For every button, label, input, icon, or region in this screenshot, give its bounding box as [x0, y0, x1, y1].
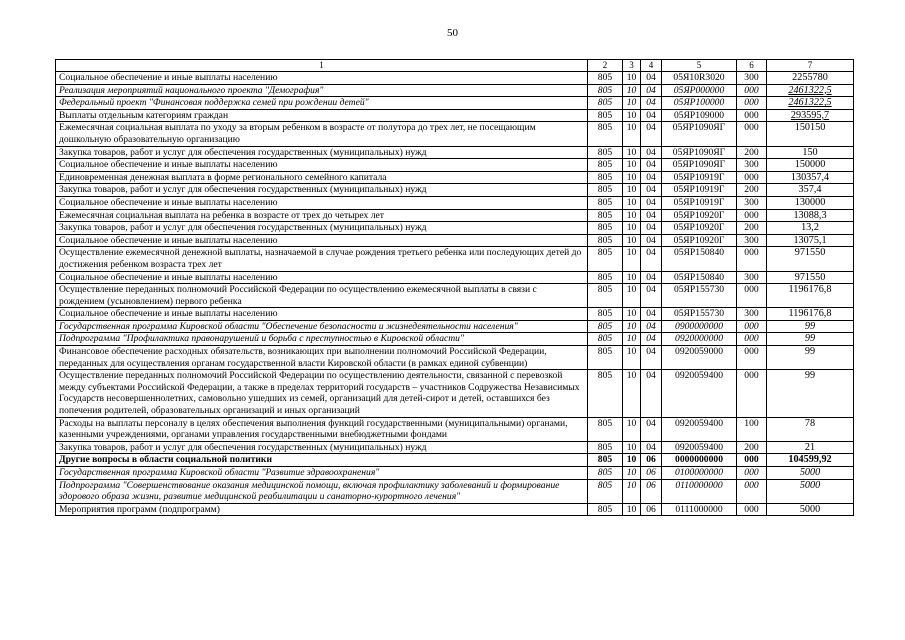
row-section-cell: 10: [623, 234, 641, 247]
row-amount-cell: 13,2: [767, 222, 854, 235]
row-target-code-cell: 0920059400: [662, 441, 737, 454]
row-target-code-cell: 05ЯР10920Г: [662, 209, 737, 222]
row-name-cell: Социальное обеспечение и иные выплаты населению: [56, 271, 588, 284]
row-subsection-cell: 04: [641, 196, 662, 209]
table-row: [56, 159, 854, 172]
row-amount-cell: 21: [767, 441, 854, 454]
table-row: [56, 109, 854, 122]
row-ved-cell: 805: [588, 222, 623, 235]
row-ved-cell: 805: [588, 370, 623, 417]
row-target-code-cell: 05ЯР1090ЯГ: [662, 146, 737, 159]
row-target-code-cell: 05ЯР10919Г: [662, 196, 737, 209]
row-subsection-cell: 04: [641, 159, 662, 172]
row-amount-cell: 5000: [767, 467, 854, 480]
row-expense-type-cell: 000: [737, 247, 767, 271]
row-section-cell: 10: [623, 308, 641, 321]
row-amount-cell: 99: [767, 333, 854, 346]
row-amount-cell: 5000: [767, 503, 854, 516]
table-row: [56, 184, 854, 197]
row-amount-cell: 150150: [767, 122, 854, 146]
row-target-code-cell: 0920059400: [662, 370, 737, 417]
row-expense-type-cell: 300: [737, 72, 767, 85]
table-row: [56, 346, 854, 370]
row-amount-cell: 2461322,5: [767, 84, 854, 97]
row-ved-cell: 805: [588, 417, 623, 441]
row-expense-type-cell: 200: [737, 222, 767, 235]
table-row: [56, 308, 854, 321]
table-row: [56, 503, 854, 516]
row-name-cell: Социальное обеспечение и иные выплаты населению: [56, 72, 588, 85]
row-subsection-cell: 04: [641, 308, 662, 321]
table-row: [56, 97, 854, 110]
row-ved-cell: 805: [588, 184, 623, 197]
row-expense-type-cell: 000: [737, 109, 767, 122]
row-section-cell: 10: [623, 209, 641, 222]
header-cell: 3: [623, 60, 641, 72]
row-expense-type-cell: 000: [737, 503, 767, 516]
row-name-cell: Мероприятия программ (подпрограмм): [56, 503, 588, 516]
row-name-cell: Подпрограмма "Профилактика правонарушений и борьба с преступностью в Кировской области": [56, 333, 588, 346]
row-amount-cell: 293595,7: [767, 109, 854, 122]
table-row: [56, 479, 854, 503]
row-amount-cell: 5000: [767, 479, 854, 503]
row-expense-type-cell: 300: [737, 308, 767, 321]
row-amount-cell: 99: [767, 320, 854, 333]
row-target-code-cell: 05Я10R3020: [662, 72, 737, 85]
row-ved-cell: 805: [588, 122, 623, 146]
row-target-code-cell: 05ЯР1090ЯГ: [662, 159, 737, 172]
row-subsection-cell: 04: [641, 84, 662, 97]
row-ved-cell: 805: [588, 454, 623, 467]
table-row: [56, 122, 854, 146]
header-cell: 2: [588, 60, 623, 72]
row-expense-type-cell: 000: [737, 171, 767, 184]
row-section-cell: 10: [623, 370, 641, 417]
row-name-cell: Реализация мероприятий национального проекта "Демография": [56, 84, 588, 97]
row-target-code-cell: 05ЯР000000: [662, 84, 737, 97]
row-section-cell: 10: [623, 196, 641, 209]
row-section-cell: 10: [623, 333, 641, 346]
table-row: [56, 247, 854, 271]
row-expense-type-cell: 000: [737, 284, 767, 308]
row-subsection-cell: 04: [641, 209, 662, 222]
row-ved-cell: 805: [588, 97, 623, 110]
row-section-cell: 10: [623, 346, 641, 370]
row-subsection-cell: 06: [641, 503, 662, 516]
row-subsection-cell: 04: [641, 284, 662, 308]
budget-table: [55, 59, 854, 516]
row-target-code-cell: 05ЯР150840: [662, 247, 737, 271]
row-expense-type-cell: 000: [737, 479, 767, 503]
table-row: [56, 196, 854, 209]
table-row: [56, 284, 854, 308]
row-ved-cell: 805: [588, 308, 623, 321]
row-subsection-cell: 04: [641, 271, 662, 284]
row-section-cell: 10: [623, 467, 641, 480]
row-amount-cell: 971550: [767, 271, 854, 284]
row-ved-cell: 805: [588, 196, 623, 209]
row-amount-cell: 78: [767, 417, 854, 441]
row-name-cell: Государственная программа Кировской области "Развитие здравоохранения": [56, 467, 588, 480]
row-subsection-cell: 04: [641, 370, 662, 417]
row-subsection-cell: 06: [641, 454, 662, 467]
row-amount-cell: 130000: [767, 196, 854, 209]
row-ved-cell: 805: [588, 109, 623, 122]
row-expense-type-cell: 000: [737, 122, 767, 146]
table-row: [56, 72, 854, 85]
table-row: [56, 417, 854, 441]
row-section-cell: 10: [623, 454, 641, 467]
header-cell: 7: [767, 60, 854, 72]
row-subsection-cell: 06: [641, 467, 662, 480]
table-row: [56, 467, 854, 480]
row-name-cell: Осуществление переданных полномочий Российской Федерации по осуществлению ежемесячной выплаты в связи с рождением (усыновлением) первого ребенка: [56, 284, 588, 308]
row-name-cell: Социальное обеспечение и иные выплаты населению: [56, 234, 588, 247]
row-section-cell: 10: [623, 271, 641, 284]
row-subsection-cell: 04: [641, 146, 662, 159]
row-expense-type-cell: 000: [737, 454, 767, 467]
row-subsection-cell: 04: [641, 234, 662, 247]
row-amount-cell: 1196176,8: [767, 308, 854, 321]
table-row: [56, 370, 854, 417]
header-cell: 6: [737, 60, 767, 72]
row-ved-cell: 805: [588, 159, 623, 172]
row-target-code-cell: 05ЯР10920Г: [662, 234, 737, 247]
row-amount-cell: 13075,1: [767, 234, 854, 247]
row-name-cell: Финансовое обеспечение расходных обязательств, возникающих при выполнении полномочий Российской Федерации, переданных для осуществления органам государственной власти Кировской области (в рамках единой субвенции): [56, 346, 588, 370]
row-target-code-cell: 05ЯР10919Г: [662, 171, 737, 184]
table-row: [56, 146, 854, 159]
page-number: 50: [447, 27, 458, 39]
table-row: [56, 84, 854, 97]
row-expense-type-cell: 300: [737, 196, 767, 209]
row-target-code-cell: 0920059000: [662, 346, 737, 370]
row-subsection-cell: 04: [641, 441, 662, 454]
row-amount-cell: 130357,4: [767, 171, 854, 184]
row-subsection-cell: 04: [641, 346, 662, 370]
row-ved-cell: 805: [588, 146, 623, 159]
row-name-cell: Осуществление ежемесячной денежной выплаты, назначаемой в случае рождения третьего ребенка или последующих детей до достижения ребенком возраста трех лет: [56, 247, 588, 271]
row-section-cell: 10: [623, 159, 641, 172]
row-name-cell: Другие вопросы в области социальной политики: [56, 454, 588, 467]
row-target-code-cell: 05ЯР155730: [662, 284, 737, 308]
row-expense-type-cell: 200: [737, 146, 767, 159]
row-ved-cell: 805: [588, 284, 623, 308]
row-ved-cell: 805: [588, 84, 623, 97]
row-ved-cell: 805: [588, 209, 623, 222]
row-section-cell: 10: [623, 247, 641, 271]
row-ved-cell: 805: [588, 271, 623, 284]
row-target-code-cell: 0100000000: [662, 467, 737, 480]
row-name-cell: Федеральный проект "Финансовая поддержка семей при рождении детей": [56, 97, 588, 110]
table-row: [56, 171, 854, 184]
row-expense-type-cell: 300: [737, 234, 767, 247]
row-ved-cell: 805: [588, 171, 623, 184]
row-subsection-cell: 04: [641, 97, 662, 110]
row-subsection-cell: 04: [641, 171, 662, 184]
row-name-cell: Закупка товаров, работ и услуг для обеспечения государственных (муниципальных) нужд: [56, 146, 588, 159]
row-expense-type-cell: 000: [737, 346, 767, 370]
table-row: [56, 454, 854, 467]
row-ved-cell: 805: [588, 333, 623, 346]
row-subsection-cell: 04: [641, 109, 662, 122]
row-expense-type-cell: 000: [737, 370, 767, 417]
row-expense-type-cell: 200: [737, 441, 767, 454]
row-section-cell: 10: [623, 171, 641, 184]
row-subsection-cell: 04: [641, 247, 662, 271]
row-amount-cell: 99: [767, 370, 854, 417]
row-name-cell: Закупка товаров, работ и услуг для обеспечения государственных (муниципальных) нужд: [56, 184, 588, 197]
row-ved-cell: 805: [588, 467, 623, 480]
row-target-code-cell: 0110000000: [662, 479, 737, 503]
table-row: [56, 209, 854, 222]
row-name-cell: Расходы на выплаты персоналу в целях обеспечения выполнения функций государственными (муниципальными) органами, казенными учреждениями, органами управления государственными внебюджетными фондами: [56, 417, 588, 441]
row-ved-cell: 805: [588, 479, 623, 503]
row-expense-type-cell: 300: [737, 271, 767, 284]
row-name-cell: Ежемесячная социальная выплата на ребенка в возрасте от трех до четырех лет: [56, 209, 588, 222]
table-row: [56, 222, 854, 235]
row-section-cell: 10: [623, 184, 641, 197]
row-ved-cell: 805: [588, 234, 623, 247]
row-amount-cell: 2255780: [767, 72, 854, 85]
row-target-code-cell: 0900000000: [662, 320, 737, 333]
row-name-cell: Закупка товаров, работ и услуг для обеспечения государственных (муниципальных) нужд: [56, 441, 588, 454]
row-section-cell: 10: [623, 479, 641, 503]
table-header-row: [56, 60, 854, 72]
row-name-cell: Единовременная денежная выплата в форме регионального семейного капитала: [56, 171, 588, 184]
row-section-cell: 10: [623, 284, 641, 308]
row-ved-cell: 805: [588, 247, 623, 271]
row-ved-cell: 805: [588, 346, 623, 370]
row-ved-cell: 805: [588, 72, 623, 85]
row-subsection-cell: 04: [641, 320, 662, 333]
row-amount-cell: 971550: [767, 247, 854, 271]
row-name-cell: Осуществление переданных полномочий Российской Федерации по осуществлению деятельности, связанной с перевозкой между субъектами Российской Федерации, а также в пределах территорий государств – участников Содружества Независимых Государств несовершеннолетних, самовольно ушедших из семей, организаций для детей-сирот и детей, оставшихся без попечения родителей, образовательных организаций и иных организаций: [56, 370, 588, 417]
row-expense-type-cell: 300: [737, 159, 767, 172]
row-name-cell: Социальное обеспечение и иные выплаты населению: [56, 159, 588, 172]
row-amount-cell: 2461322,5: [767, 97, 854, 110]
table-row: [56, 441, 854, 454]
row-target-code-cell: 0920000000: [662, 333, 737, 346]
row-name-cell: Ежемесячная социальная выплата по уходу за вторым ребенком в возрасте от полутора до трех лет, не посещающим дошкольную образовательную организацию: [56, 122, 588, 146]
row-ved-cell: 805: [588, 441, 623, 454]
row-subsection-cell: 04: [641, 122, 662, 146]
row-section-cell: 10: [623, 417, 641, 441]
row-ved-cell: 805: [588, 503, 623, 516]
row-target-code-cell: 0920059400: [662, 417, 737, 441]
row-subsection-cell: 06: [641, 479, 662, 503]
row-amount-cell: 13088,3: [767, 209, 854, 222]
row-expense-type-cell: 000: [737, 97, 767, 110]
row-target-code-cell: 05ЯР1090ЯГ: [662, 122, 737, 146]
row-section-cell: 10: [623, 503, 641, 516]
row-amount-cell: 150000: [767, 159, 854, 172]
row-expense-type-cell: 000: [737, 333, 767, 346]
row-target-code-cell: 0111000000: [662, 503, 737, 516]
row-amount-cell: 150: [767, 146, 854, 159]
row-target-code-cell: 05ЯР155730: [662, 308, 737, 321]
row-name-cell: Выплаты отдельным категориям граждан: [56, 109, 588, 122]
row-section-cell: 10: [623, 72, 641, 85]
row-section-cell: 10: [623, 97, 641, 110]
header-cell: 4: [641, 60, 662, 72]
row-subsection-cell: 04: [641, 184, 662, 197]
header-cell: 5: [662, 60, 737, 72]
row-section-cell: 10: [623, 146, 641, 159]
row-section-cell: 10: [623, 109, 641, 122]
row-subsection-cell: 04: [641, 417, 662, 441]
row-amount-cell: 1196176,8: [767, 284, 854, 308]
row-name-cell: Социальное обеспечение и иные выплаты населению: [56, 196, 588, 209]
header-cell: 1: [56, 60, 588, 72]
row-section-cell: 10: [623, 84, 641, 97]
row-amount-cell: 357,4: [767, 184, 854, 197]
row-target-code-cell: 0000000000: [662, 454, 737, 467]
row-name-cell: Закупка товаров, работ и услуг для обеспечения государственных (муниципальных) нужд: [56, 222, 588, 235]
row-expense-type-cell: 200: [737, 184, 767, 197]
row-name-cell: Государственная программа Кировской области "Обеспечение безопасности и жизнедеятельности населения": [56, 320, 588, 333]
row-section-cell: 10: [623, 222, 641, 235]
row-section-cell: 10: [623, 441, 641, 454]
row-target-code-cell: 05ЯР109000: [662, 109, 737, 122]
row-expense-type-cell: 100: [737, 417, 767, 441]
table-row: [56, 271, 854, 284]
row-amount-cell: 104599,92: [767, 454, 854, 467]
row-expense-type-cell: 000: [737, 467, 767, 480]
row-name-cell: Социальное обеспечение и иные выплаты населению: [56, 308, 588, 321]
row-expense-type-cell: 000: [737, 84, 767, 97]
row-target-code-cell: 05ЯР150840: [662, 271, 737, 284]
row-section-cell: 10: [623, 320, 641, 333]
row-expense-type-cell: 000: [737, 209, 767, 222]
table-row: [56, 320, 854, 333]
row-subsection-cell: 04: [641, 333, 662, 346]
row-section-cell: 10: [623, 122, 641, 146]
table-row: [56, 333, 854, 346]
row-subsection-cell: 04: [641, 72, 662, 85]
row-target-code-cell: 05ЯР100000: [662, 97, 737, 110]
row-expense-type-cell: 000: [737, 320, 767, 333]
row-amount-cell: 99: [767, 346, 854, 370]
row-target-code-cell: 05ЯР10920Г: [662, 222, 737, 235]
row-ved-cell: 805: [588, 320, 623, 333]
row-subsection-cell: 04: [641, 222, 662, 235]
row-name-cell: Подпрограмма "Совершенствование оказания медицинской помощи, включая профилактику заболеваний и формирование здорового образа жизни, развитие медицинской реабилитации и санаторно-курортного лечения": [56, 479, 588, 503]
row-target-code-cell: 05ЯР10919Г: [662, 184, 737, 197]
table-row: [56, 234, 854, 247]
